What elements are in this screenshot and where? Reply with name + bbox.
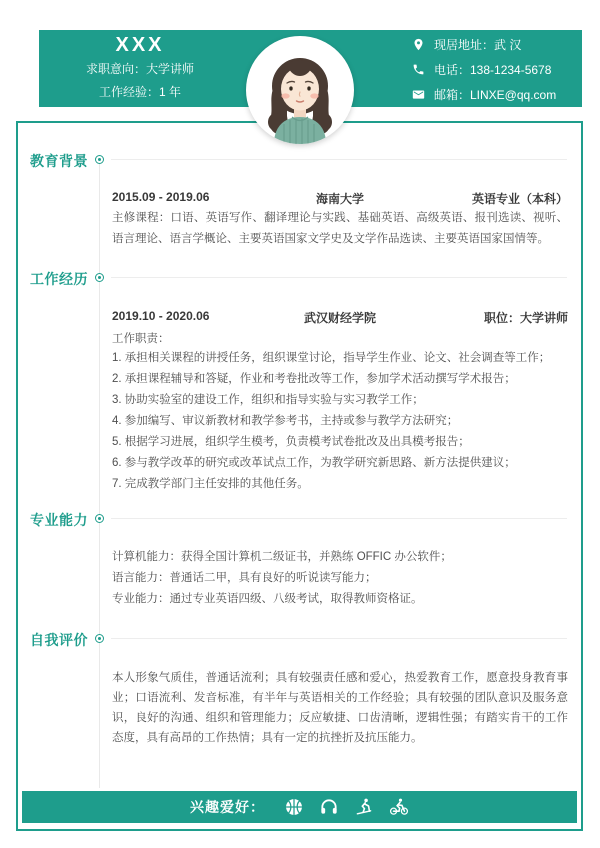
work-duty-item: 6. 参与教学改革的研究或改革试点工作，为教学研究新思路、新方法提供建议；	[112, 457, 516, 469]
skiing-icon	[354, 797, 374, 817]
work-date: 2019.10 - 2020.06	[112, 309, 210, 323]
section-marker-icon	[95, 155, 104, 164]
education-entry-row	[112, 190, 568, 207]
section-title-self-evaluation: 自我评价	[30, 632, 88, 648]
timeline-line	[99, 160, 100, 788]
skill-item: 计算机能力：获得全国计算机二级证书，并熟练 OFFIC 办公软件；	[112, 551, 452, 563]
section-marker-icon	[95, 273, 104, 282]
section-title-skills: 专业能力	[30, 512, 88, 528]
work-position: 职位：大学讲师	[483, 311, 568, 325]
candidate-name: XXX	[115, 34, 165, 56]
footer-hobbies-bar	[22, 791, 577, 823]
section-title-education: 教育背景	[30, 153, 88, 169]
work-duty-item: 5. 根据学习进展，组织学生模考，负责模考试卷批改及出具模考报告；	[112, 436, 470, 448]
work-entry-row	[112, 309, 568, 326]
contact-row-address	[412, 32, 556, 57]
section-divider	[111, 159, 567, 160]
skills-list	[112, 547, 568, 610]
contact-address: 现居地址：武 汉	[434, 38, 522, 52]
work-duty-item: 4. 参加编写、审议新教材和教学参考书，主持或参与教学方法研究；	[112, 415, 459, 427]
section-divider	[111, 518, 567, 519]
header-identity	[65, 32, 215, 104]
work-experience-summary: 工作经验：1 年	[98, 85, 181, 99]
work-company: 武汉财经学院	[303, 311, 376, 325]
phone-icon	[412, 63, 425, 76]
education-courses: 主修课程：口语、英语写作、翻译理论与实践、基础英语、高级英语、报刊选读、视听、语言理论、语言学概论、主要英语国家文学史及文学作品选读、主要英语国家国情等。	[112, 212, 568, 245]
section-marker-icon	[95, 514, 104, 523]
work-duty-item: 7. 完成教学部门主任安排的其他任务。	[112, 478, 309, 490]
contact-row-email	[412, 82, 556, 107]
education-school: 海南大学	[315, 192, 364, 206]
skill-item: 语言能力：普通话二甲，具有良好的听说读写能力；	[112, 572, 377, 584]
section-title-work: 工作经历	[30, 271, 88, 287]
work-duty-item: 2. 承担课程辅导和答疑，作业和考卷批改等工作，参加学术活动撰写学术报告；	[112, 373, 516, 385]
job-intention: 求职意向：大学讲师	[85, 62, 194, 76]
skill-item: 专业能力：通过专业英语四级、八级考试，取得教师资格证。	[112, 593, 423, 605]
contact-list	[412, 32, 556, 107]
contact-phone: 电话：138-1234-5678	[434, 63, 552, 77]
education-major: 英语专业（本科）	[471, 192, 568, 206]
avatar	[246, 36, 354, 144]
contact-row-phone	[412, 57, 556, 82]
contact-email: 邮箱：LINXE@qq.com	[434, 88, 557, 102]
section-marker-icon	[95, 634, 104, 643]
self-evaluation-text: 本人形象气质佳，普通话流利；具有较强责任感和爱心，热爱教育工作，愿意投身教育事业；口语流利、发音标准，有半年与英语相关的工作经验；具有较强的团队意识及服务意识，良好的沟通、组织和管理能力；反应敏捷、口齿清晰，逻辑性强；有踏实肯干的工作态度，具有高昂的工作热情；具有一定的抗挫折及抗压能力。	[112, 672, 568, 744]
work-duties-heading: 工作职责：	[112, 333, 170, 345]
work-duties-list	[112, 348, 568, 495]
section-divider	[111, 638, 567, 639]
headphones-icon	[319, 797, 339, 817]
work-duty-item: 3. 协助实验室的建设工作，组织和指导实验与实习教学工作；	[112, 394, 424, 406]
education-date: 2015.09 - 2019.06	[112, 190, 210, 204]
basketball-icon	[284, 797, 304, 817]
section-divider	[111, 277, 567, 278]
cycling-icon	[389, 797, 409, 817]
location-pin-icon	[412, 38, 425, 51]
work-duty-item: 1. 承担相关课程的讲授任务，组织课堂讨论，指导学生作业、论文、社会调查等工作；	[112, 352, 551, 364]
hobbies-label: 兴趣爱好：	[190, 799, 265, 815]
email-icon	[412, 88, 425, 101]
